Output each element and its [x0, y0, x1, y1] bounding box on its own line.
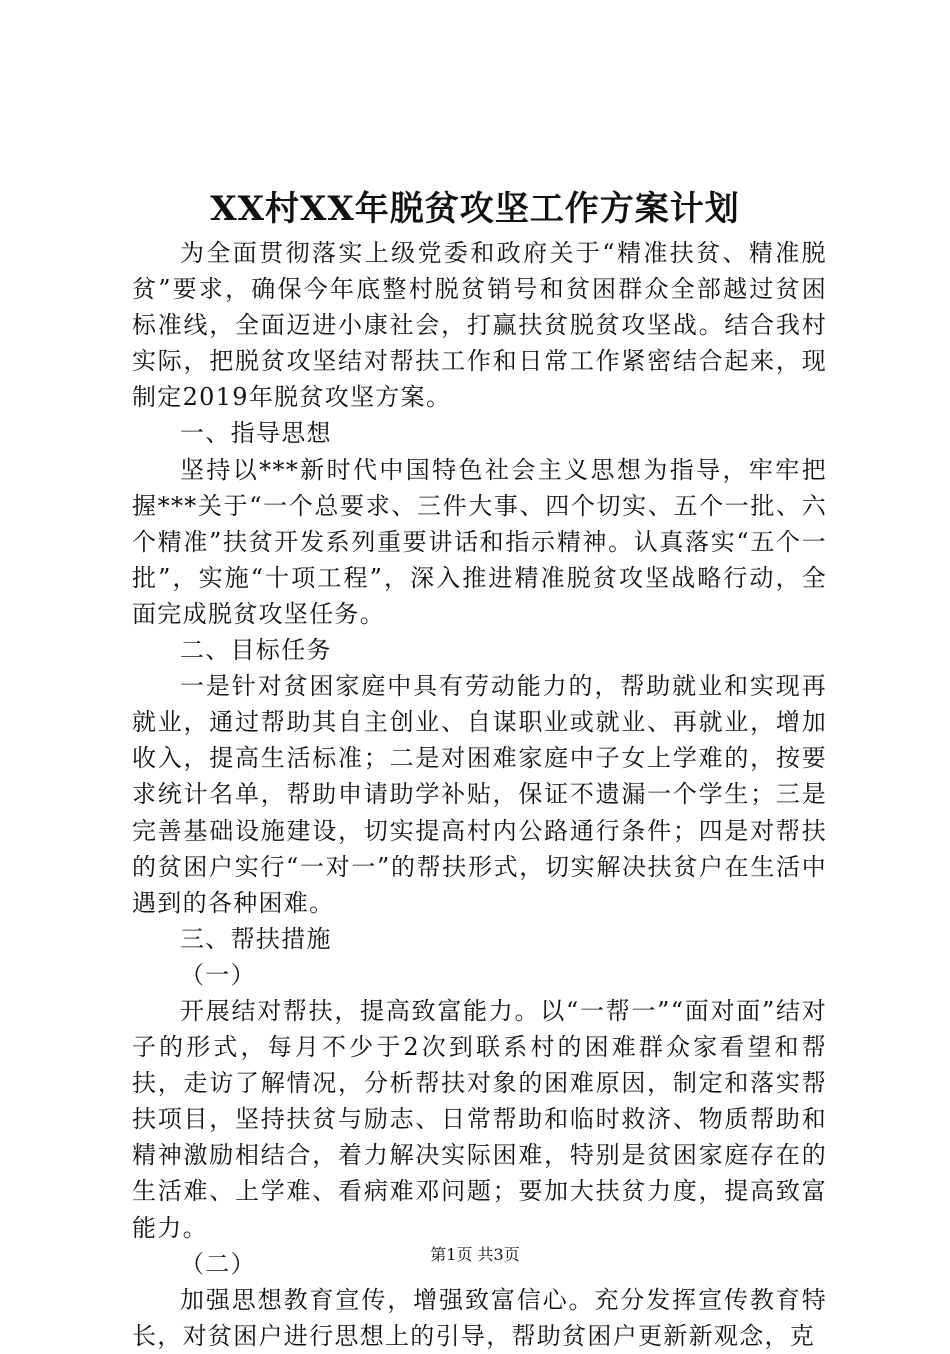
section-heading-goals: 二、目标任务: [180, 636, 332, 665]
page-footer: 第1页 共3页: [430, 1245, 520, 1264]
document-body: [132, 235, 827, 1354]
goals-paragraph: 一是针对贫困家庭中具有劳动能力的，帮助就业和实现再就业，通过帮助其自主创业、自谋职业或就业、再就业，增加收入，提高生活标准；二是对困难家庭中子女上学难的，按要求统计名单，帮助申请助学补贴，保证不遗漏一个学生；三是完善基础设施建设，切实提高村内公路通行条件；四是对帮扶的贫困户实行“一对一”的帮扶形式，切实解决扶贫户在生活中遇到的各种困难。: [132, 672, 827, 917]
section-heading-measures: 三、帮扶措施: [180, 924, 332, 953]
measure-1-paragraph: 开展结对帮扶，提高致富能力。以“一帮一”“面对面”结对子的形式，每月不少于2次到联系村的困难群众家看望和帮扶，走访了解情况，分析帮扶对象的困难原因，制定和落实帮扶项目，坚持扶贫与励志、日常帮助和临时救济、物质帮助和精神激励相结合，着力解决实际困难，特别是贫困家庭存在的生活难、上学难、看病难邓问题；要加大扶贫力度，提高致富能力。: [132, 996, 827, 1242]
section-heading-guiding-thought: 一、指导思想: [180, 419, 332, 448]
measure-2-paragraph: 加强思想教育宣传，增强致富信心。充分发挥宣传教育特长，对贫困户进行思想上的引导，帮助贫困户更新新观念，克: [132, 1285, 827, 1350]
intro-paragraph: 为全面贯彻落实上级党委和政府关于“精准扶贫、精准脱贫”要求，确保今年底整村脱贫销号和贫困群众全部越过贫困标准线，全面迈进小康社会，打赢扶贫脱贫攻坚战。结合我村实际，把脱贫攻坚结对帮扶工作和日常工作紧密结合起来，现制定2019年脱贫攻坚方案。: [132, 239, 827, 412]
subsection-heading-1: （一）: [180, 960, 256, 989]
guiding-thought-paragraph: 坚持以***新时代中国特色社会主义思想为指导，牢牢把握***关于“一个总要求、三件大事、四个切实、五个一批、六个精准”扶贫开发系列重要讲话和指示精神。认真落实“五个一批”，实施“十项工程”，深入推进精准脱贫攻坚战略行动，全面完成脱贫攻坚任务。: [132, 455, 827, 628]
subsection-heading-2: （二）: [180, 1249, 256, 1278]
document-title: XX村XX年脱贫攻坚工作方案计划: [210, 189, 740, 229]
